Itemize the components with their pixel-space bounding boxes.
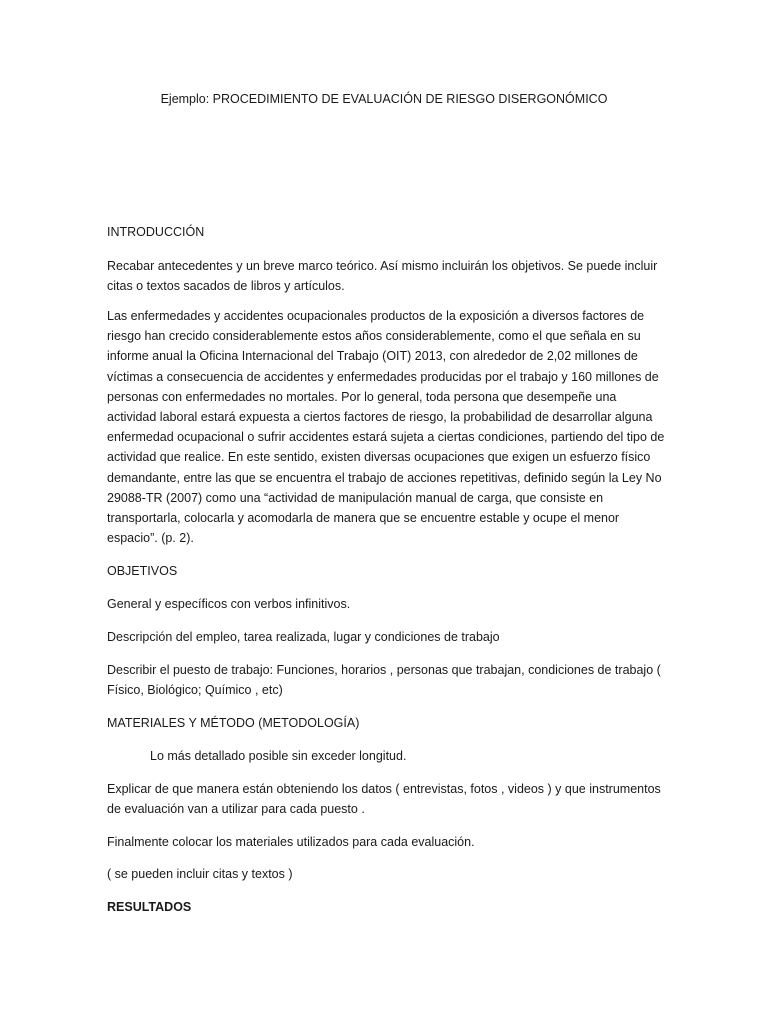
materiales-paragraph-3: Finalmente colocar los materiales utilizados para cada evaluación. <box>107 835 475 849</box>
introduccion-paragraph-1: Recabar antecedentes y un breve marco teórico. Así mismo incluirán los objetivos. Se puede incluir citas o textos sacados de libros y artículos. <box>107 259 658 294</box>
materiales-heading: MATERIALES Y MÉTODO (METODOLOGÍA) <box>107 716 360 730</box>
materiales-paragraph-1: Lo más detallado posible sin exceder longitud. <box>150 749 407 763</box>
document-title: Ejemplo: PROCEDIMIENTO DE EVALUACIÓN DE RIESGO DISERGONÓMICO <box>160 92 608 106</box>
materiales-paragraph-4: ( se pueden incluir citas y textos ) <box>107 867 293 881</box>
objetivos-paragraph-1: General y específicos con verbos infinitivos. <box>107 597 351 611</box>
objetivos-paragraph-2: Descripción del empleo, tarea realizada, lugar y condiciones de trabajo <box>107 630 500 644</box>
resultados-heading: RESULTADOS <box>107 900 192 914</box>
materiales-paragraph-2: Explicar de que manera están obteniendo los datos ( entrevistas, fotos , videos ) y que instrumentos de evaluación van a utilizar para cada puesto . <box>107 782 661 817</box>
introduccion-heading: INTRODUCCIÓN <box>107 225 205 239</box>
objetivos-paragraph-3: Describir el puesto de trabajo: Funciones, horarios , personas que trabajan, condiciones de trabajo ( Físico, Biológico; Químico , etc) <box>107 663 661 698</box>
introduccion-paragraph-2: Las enfermedades y accidentes ocupacionales productos de la exposición a diversos factores de riesgo han crecido considerablemente estos años considerablemente, como el que señala en su informe anual la Oficina Internacional del Trabajo (OIT) 2013, con alrededor de 2,02 millones de víctimas a consecuencia de accidentes y enfermedades producidas por el trabajo y 160 millones de personas con enfermedades no mortales. Por lo general, toda persona que desempeñe una actividad laboral estará expuesta a ciertos factores de riesgo, la probabilidad de desarrollar alguna enfermedad ocupacional o sufrir accidentes estará sujeta a ciertas condiciones, partiendo del tipo de actividad que realice. En este sentido, existen diversas ocupaciones que exigen un esfuerzo físico demandante, entre las que se encuentra el trabajo de acciones repetitivas, definido según la Ley No 29088-TR (2007) como una “actividad de manipulación manual de carga, que consiste en transportarla, colocarla y acomodarla de manera que se encuentre estable y ocupe el menor espacio”. (p. 2). <box>107 309 665 546</box>
objetivos-heading: OBJETIVOS <box>107 564 178 578</box>
